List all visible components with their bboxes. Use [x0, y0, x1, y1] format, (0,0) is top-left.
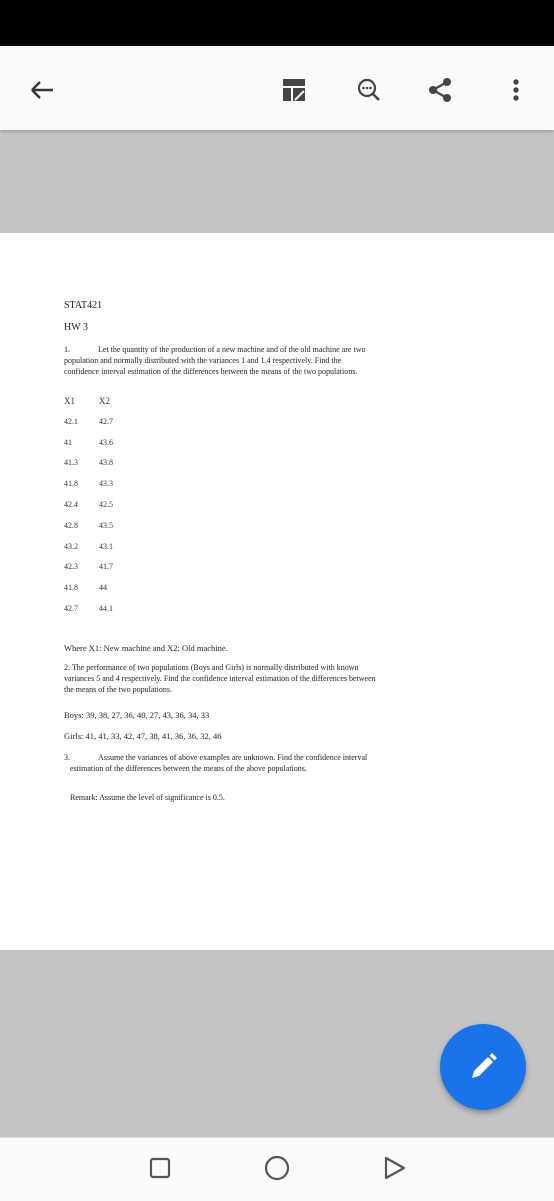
- table-cell: 44.1: [99, 603, 113, 613]
- table-row: [64, 500, 113, 521]
- table-cell: 43.3: [99, 479, 113, 489]
- question-2-line-3: the means of the two populations.: [64, 685, 172, 694]
- status-bar: [0, 0, 554, 46]
- column-header-x2: X2: [99, 396, 110, 406]
- table-row: [64, 417, 113, 438]
- table-cell: 43.2: [64, 541, 78, 551]
- recents-square-icon[interactable]: [145, 1153, 175, 1183]
- table-header: [64, 396, 113, 417]
- course-code: STAT421: [64, 300, 103, 311]
- table-cell: 43.1: [99, 541, 113, 551]
- remark: Remark: Assume the level of significance is 0.5.: [70, 793, 225, 802]
- arrow-left-icon[interactable]: [26, 74, 58, 106]
- column-header-x1: X1: [64, 396, 75, 406]
- table-cell: 41.8: [64, 583, 78, 593]
- question-1-line-3: confidence interval estimation of the differences between the means of the two populations.: [64, 367, 358, 376]
- table-cell: 41.7: [99, 562, 113, 572]
- table-cell: 42.3: [64, 562, 78, 572]
- table-cell: 42.7: [64, 603, 78, 613]
- question-3-line-1: Assume the variances of above examples are unknown. Find the confidence interval: [98, 753, 368, 762]
- comment-search-icon[interactable]: [352, 74, 384, 106]
- table-cell: 42.1: [64, 416, 78, 426]
- table-cell: 42.4: [64, 499, 78, 509]
- table-row: [64, 438, 113, 459]
- table-cell: 43.5: [99, 520, 113, 530]
- question-2-line-2: variances 5 and 4 respectively. Find the confidence interval estimation of the differences between: [64, 674, 376, 683]
- table-cell: 42.8: [64, 520, 78, 530]
- table-cell: 41.3: [64, 458, 78, 468]
- question-2-line-1: 2. The performance of two populations (Boys and Girls) is normally distributed with known: [64, 663, 359, 672]
- question-1-line-1: Let the quantity of the production of a new machine and of the old machine are two: [98, 345, 366, 354]
- homework-title: HW 3: [64, 322, 88, 333]
- back-triangle-icon[interactable]: [379, 1153, 409, 1183]
- table-cell: 44: [99, 583, 107, 593]
- table-row: [64, 521, 113, 542]
- edit-fab-button[interactable]: [440, 1024, 526, 1110]
- table-row: [64, 542, 113, 563]
- viewer-toolbar: [0, 46, 554, 130]
- question-1-line-2: population and normally distributed with the variances 1 and 1.4 respectively. Find the: [64, 356, 342, 365]
- open-in-app-icon[interactable]: [278, 74, 310, 106]
- table-cell: 43.8: [99, 458, 113, 468]
- table-cell: 43.6: [99, 437, 113, 447]
- table-row: [64, 479, 113, 500]
- table-cell: 41: [64, 437, 72, 447]
- home-circle-icon[interactable]: [262, 1153, 292, 1183]
- question-3-line-2: estimation of the differences between the means of the above populations.: [70, 764, 307, 773]
- more-vert-icon[interactable]: [500, 74, 532, 106]
- variable-definition: Where X1: New machine and X2: Old machine.: [64, 643, 228, 653]
- table-row: [64, 604, 113, 625]
- table-cell: 42.7: [99, 416, 113, 426]
- question-3-number: 3.: [64, 753, 70, 762]
- girls-scores: Girls: 41, 41, 33, 42, 47, 38, 41, 36, 36, 32, 46: [64, 731, 222, 741]
- table-row: [64, 562, 113, 583]
- data-table: [64, 396, 113, 625]
- table-row: [64, 458, 113, 479]
- table-cell: 41.8: [64, 479, 78, 489]
- edit-pencil-icon: [466, 1050, 500, 1084]
- document-page: [0, 233, 554, 950]
- table-cell: 42.5: [99, 499, 113, 509]
- share-icon[interactable]: [424, 74, 456, 106]
- question-1-number: 1.: [64, 345, 70, 354]
- table-row: [64, 583, 113, 604]
- boys-scores: Boys: 39, 38, 27, 36, 40, 27, 43, 36, 34, 33: [64, 710, 210, 720]
